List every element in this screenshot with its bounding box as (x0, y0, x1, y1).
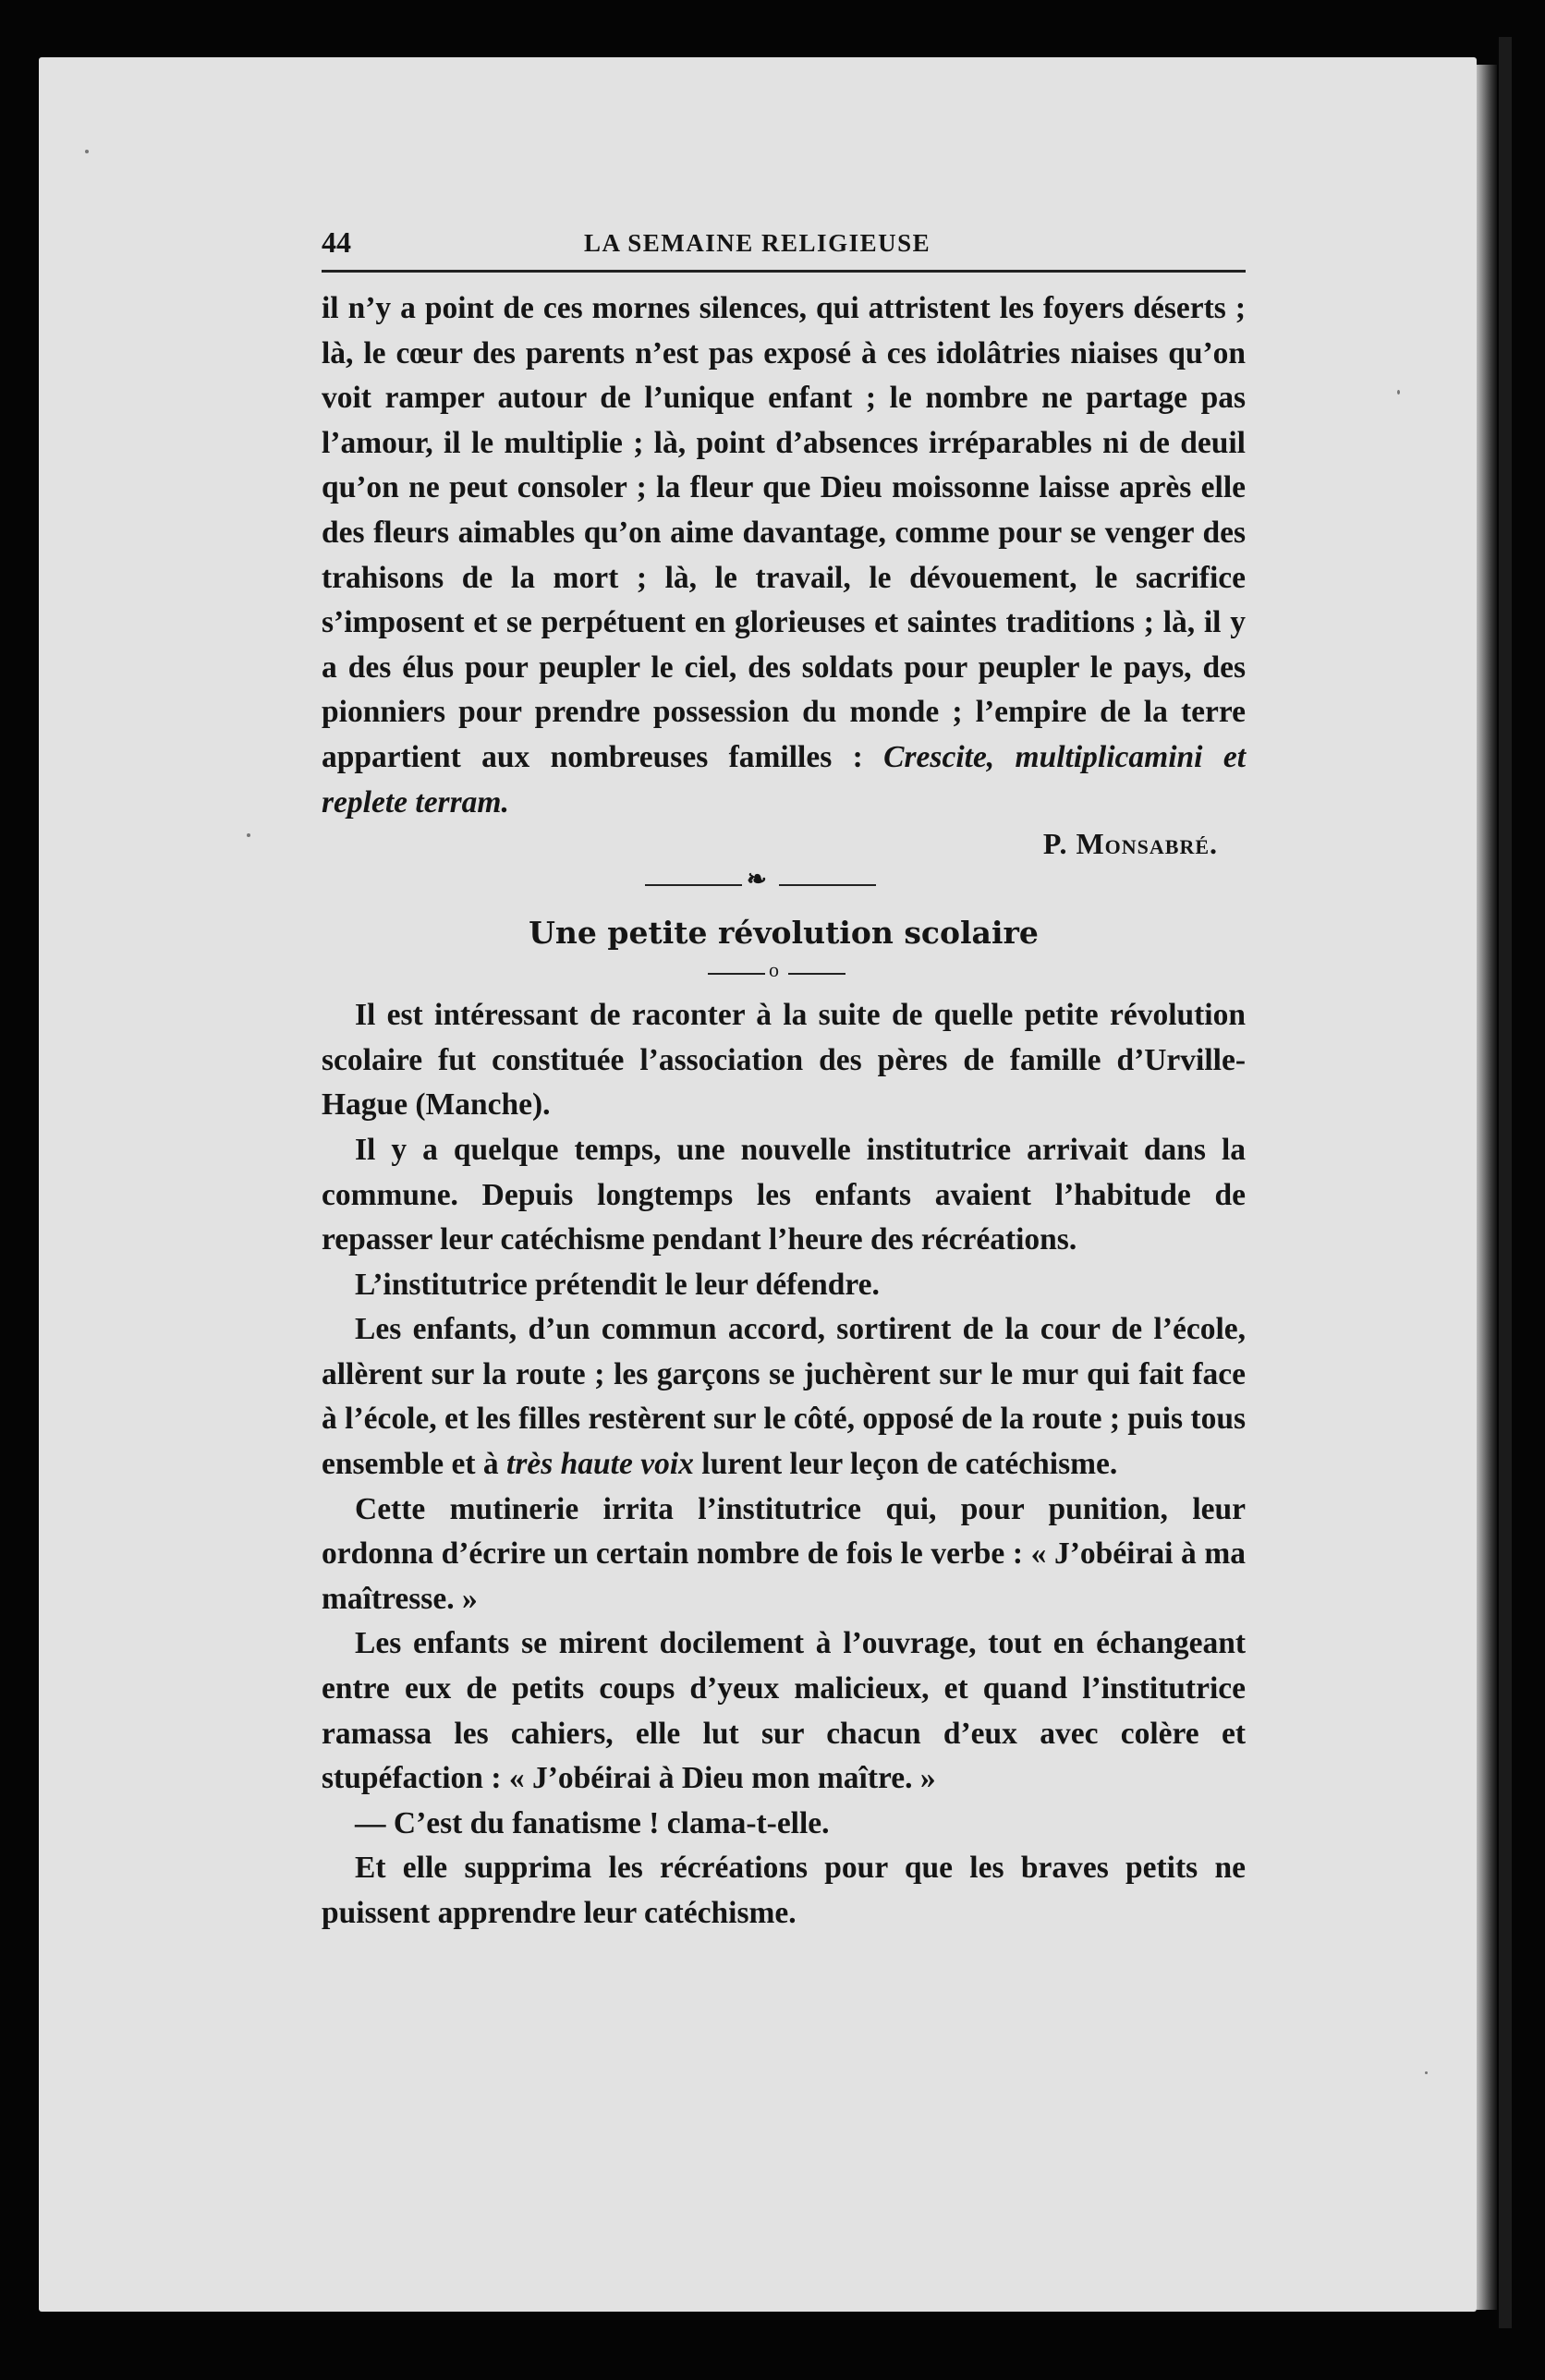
paragraph-text: lurent leur leçon de catéchisme. (701, 1447, 1118, 1482)
dust-speck (247, 833, 250, 837)
page-number: 44 (322, 225, 351, 259)
separator-ornament: ❧ (747, 866, 767, 893)
separator-line-right (779, 884, 876, 886)
second-article-body (322, 993, 1246, 1936)
running-head: LA SEMAINE RELIGIEUSE (584, 229, 931, 257)
italic-emphasis: très haute voix (506, 1447, 694, 1482)
first-article-body: il n’y a point de ces mornes silences, qui attristent les foyers déserts ; là, le cœur des parents n’est pas exposé à ces idolâtries niaises qu’on voit ramper autour de l’unique enfant ; le nombre ne partage pas l’amour, il le multiplie ; là, point d’absences irréparables ni de deuil qu’on ne peut consoler ; la fleur que Dieu moissonne laisse après elle des fleurs aimables qu’on aime davantage, comme pour se venger des trahisons de la mort ; là, le travail, le dévouement, le sacrifice s’imposent et se perpétuent en glorieuses et saintes traditions ; là, il y a des élus pour peupler le ciel, des soldats pour peupler le pays, des pionniers pour prendre possession du monde ; l’empire de la terre appartient aux nombreuses familles : (322, 291, 1246, 774)
author-signature: P. Monsabré. (1042, 827, 1218, 861)
signature-line (322, 825, 1246, 862)
latin-quote: Crescite, multiplicamini et replete terram. (322, 739, 1247, 820)
title-ornament (322, 958, 1246, 990)
binding-edge (1499, 37, 1512, 2328)
dust-speck (1425, 2071, 1428, 2074)
paragraph: Il est intéressant de raconter à la suite de quelle petite révolution scolaire fut constituée l’association des pères de famille d’Urville-Hague (Manche). (322, 998, 1246, 1123)
paragraph (322, 1307, 1246, 1487)
page-content (322, 222, 1246, 1937)
paragraph: Les enfants se mirent docilement à l’ouvrage, tout en échangeant entre eux de petits coups d’yeux malicieux, et quand l’institutrice ramassa les cahiers, elle lut sur chacun d’eux avec colère et stupéfaction : « J’obéirai à Dieu mon maître. » (322, 1626, 1246, 1796)
first-article (322, 286, 1246, 862)
dust-speck (1397, 390, 1400, 395)
dust-speck (85, 150, 89, 153)
paragraph: — C’est du fanatisme ! clama-t-elle. (355, 1805, 830, 1840)
paragraph: Il y a quelque temps, une nouvelle institutrice arrivait dans la commune. Depuis longtemps les enfants avaient l’habitude de repasser leur catéchisme pendant l’heure des récréations. (322, 1132, 1246, 1257)
page-header (322, 222, 1246, 277)
title-ornament-line-left (708, 973, 765, 975)
paragraph: Et elle supprima les récréations pour que les braves petits ne puissent apprendre leur catéchisme. (322, 1851, 1246, 1930)
first-article-paragraph (322, 286, 1246, 825)
paragraph: Cette mutinerie irrita l’institutrice qui, pour punition, leur ordonna d’écrire un certain nombre de fois le verbe : « J’obéirai à ma maîtresse. » (322, 1491, 1246, 1616)
article-title: Une petite révolution scolaire (529, 915, 1039, 952)
paragraph-text: Les enfants, d’un commun accord, sortirent de la cour de l’école, allèrent sur la route ; les garçons se juchèrent sur le mur qui fait face à l’école, et les filles restèrent sur le côté, opposé de la route ; puis tous ensemble et à (322, 1312, 1246, 1482)
separator-line-left (645, 884, 742, 886)
page-edge-shadow (1477, 65, 1497, 2310)
article-separator (322, 862, 1246, 905)
title-ornament-circle: o (769, 958, 779, 982)
header-rule (322, 270, 1246, 273)
title-ornament-line-right (788, 973, 845, 975)
paragraph: L’institutrice prétendit le leur défendre. (355, 1267, 880, 1302)
